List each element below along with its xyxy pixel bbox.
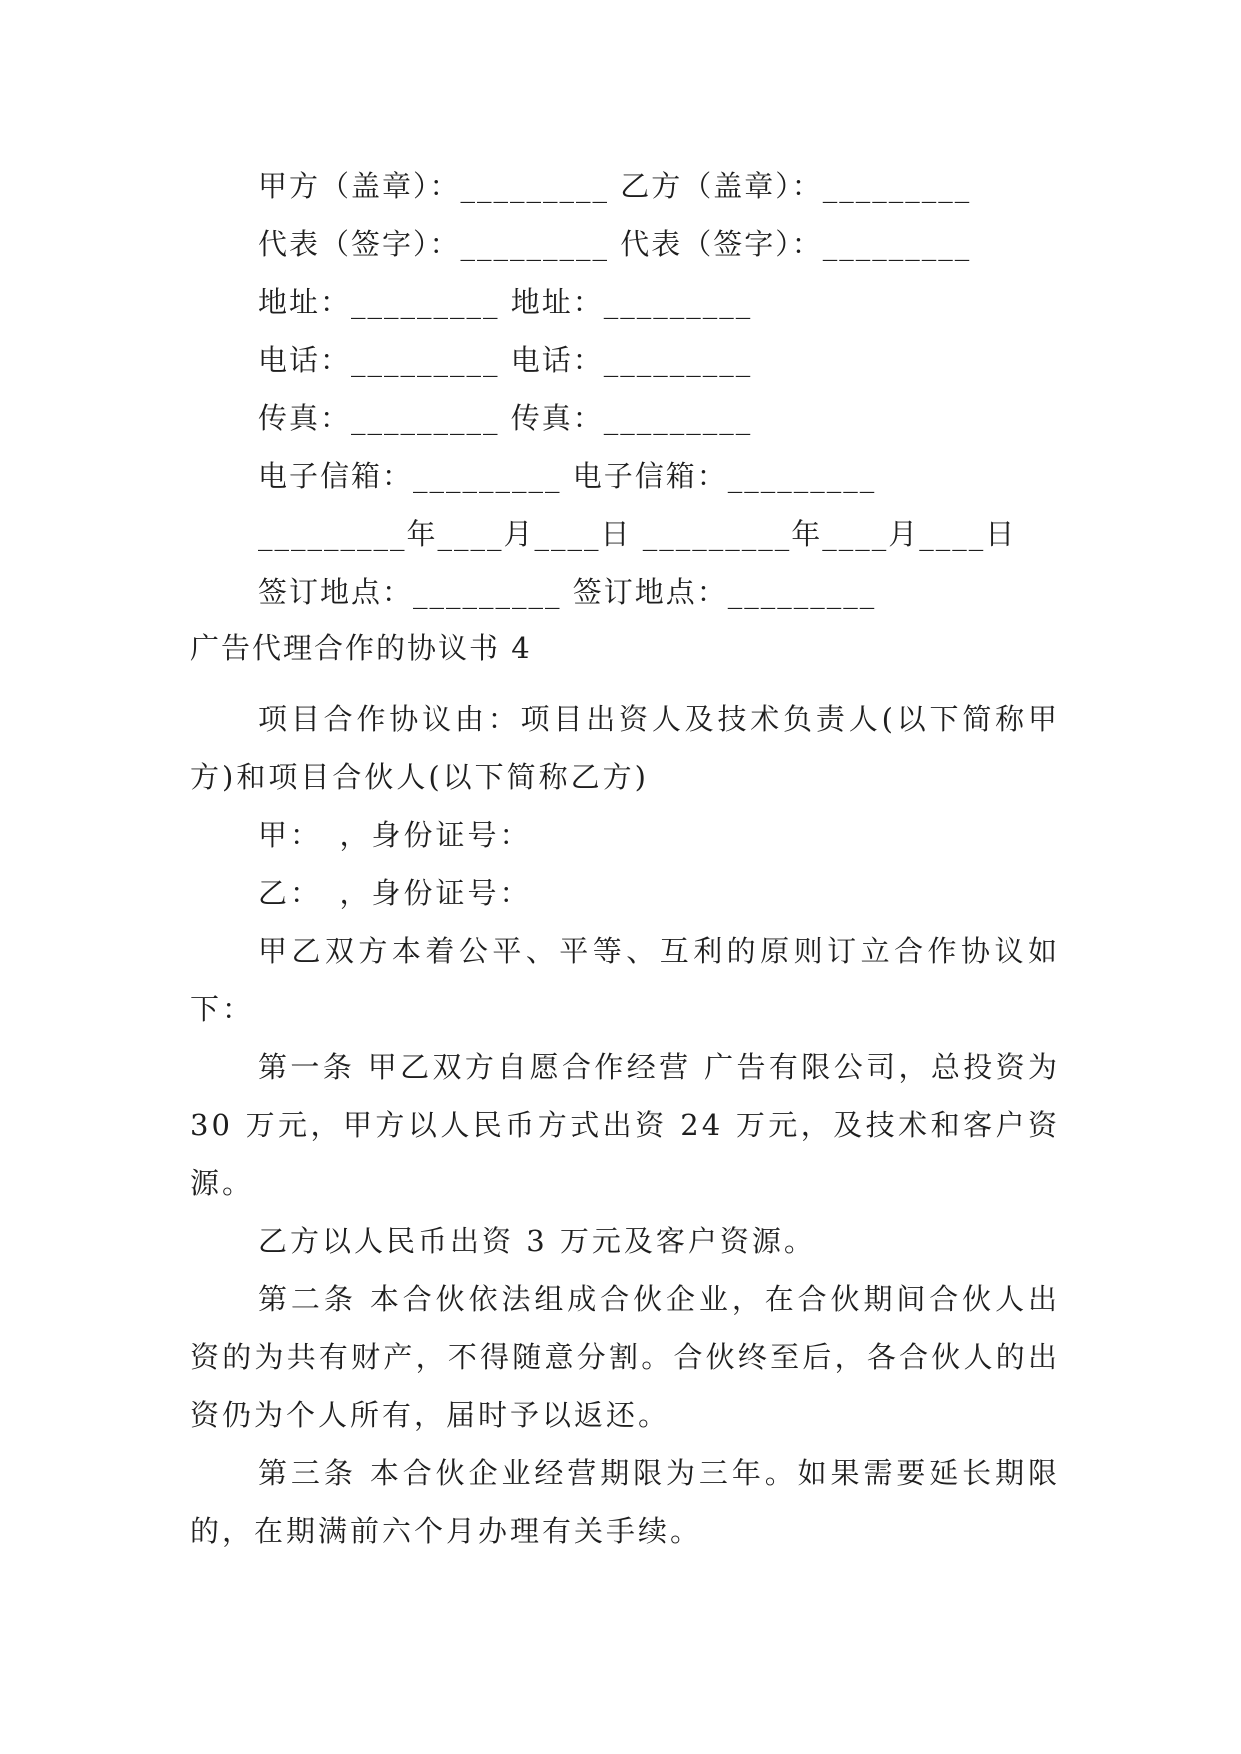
party-b-contribution-paragraph: 乙方以人民币出资 3 万元及客户资源。 (258, 1224, 816, 1258)
signature-line-seal: 甲方（盖章）：_________ 乙方（盖章）：_________ (258, 169, 972, 203)
signature-line-phone: 电话：_________ 电话：_________ (258, 343, 753, 377)
article-2-paragraph: 第二条 本合伙依法组成合伙企业，在合伙期间合伙人出资的为共有财产，不得随意分割。合伙终至后，各合伙人的出资仍为个人所有，届时予以返还。 (190, 1282, 1060, 1432)
signature-line-location: 签订地点：_________ 签订地点：_________ (258, 575, 877, 609)
party-b-line: 乙： ，身份证号： (258, 876, 532, 910)
signature-line-date: _________年____月____日 _________年____月____日 (258, 517, 1017, 551)
signature-line-fax: 传真：_________ 传真：_________ (258, 401, 753, 435)
intro-paragraph: 项目合作协议由：项目出资人及技术负责人(以下简称甲方)和项目合伙人(以下简称乙方) (190, 702, 1060, 794)
article-3-paragraph: 第三条 本合伙企业经营期限为三年。如果需要延长期限的，在期满前六个月办理有关手续。 (190, 1456, 1060, 1548)
signature-line-email: 电子信箱：_________ 电子信箱：_________ (258, 459, 877, 493)
signature-line-address: 地址：_________ 地址：_________ (258, 285, 753, 319)
party-a-line: 甲： ，身份证号： (258, 818, 532, 852)
article-1-paragraph: 第一条 甲乙双方自愿合作经营 广告有限公司，总投资为 30 万元，甲方以人民币方式出资 24 万元，及技术和客户资源。 (190, 1050, 1060, 1200)
signature-line-representative: 代表（签字）：_________ 代表（签字）：_________ (258, 227, 972, 261)
agreement-body (190, 690, 1060, 1560)
section-heading: 广告代理合作的协议书 4 (190, 631, 532, 665)
principle-paragraph: 甲乙双方本着公平、平等、互利的原则订立合作协议如下： (190, 934, 1060, 1026)
